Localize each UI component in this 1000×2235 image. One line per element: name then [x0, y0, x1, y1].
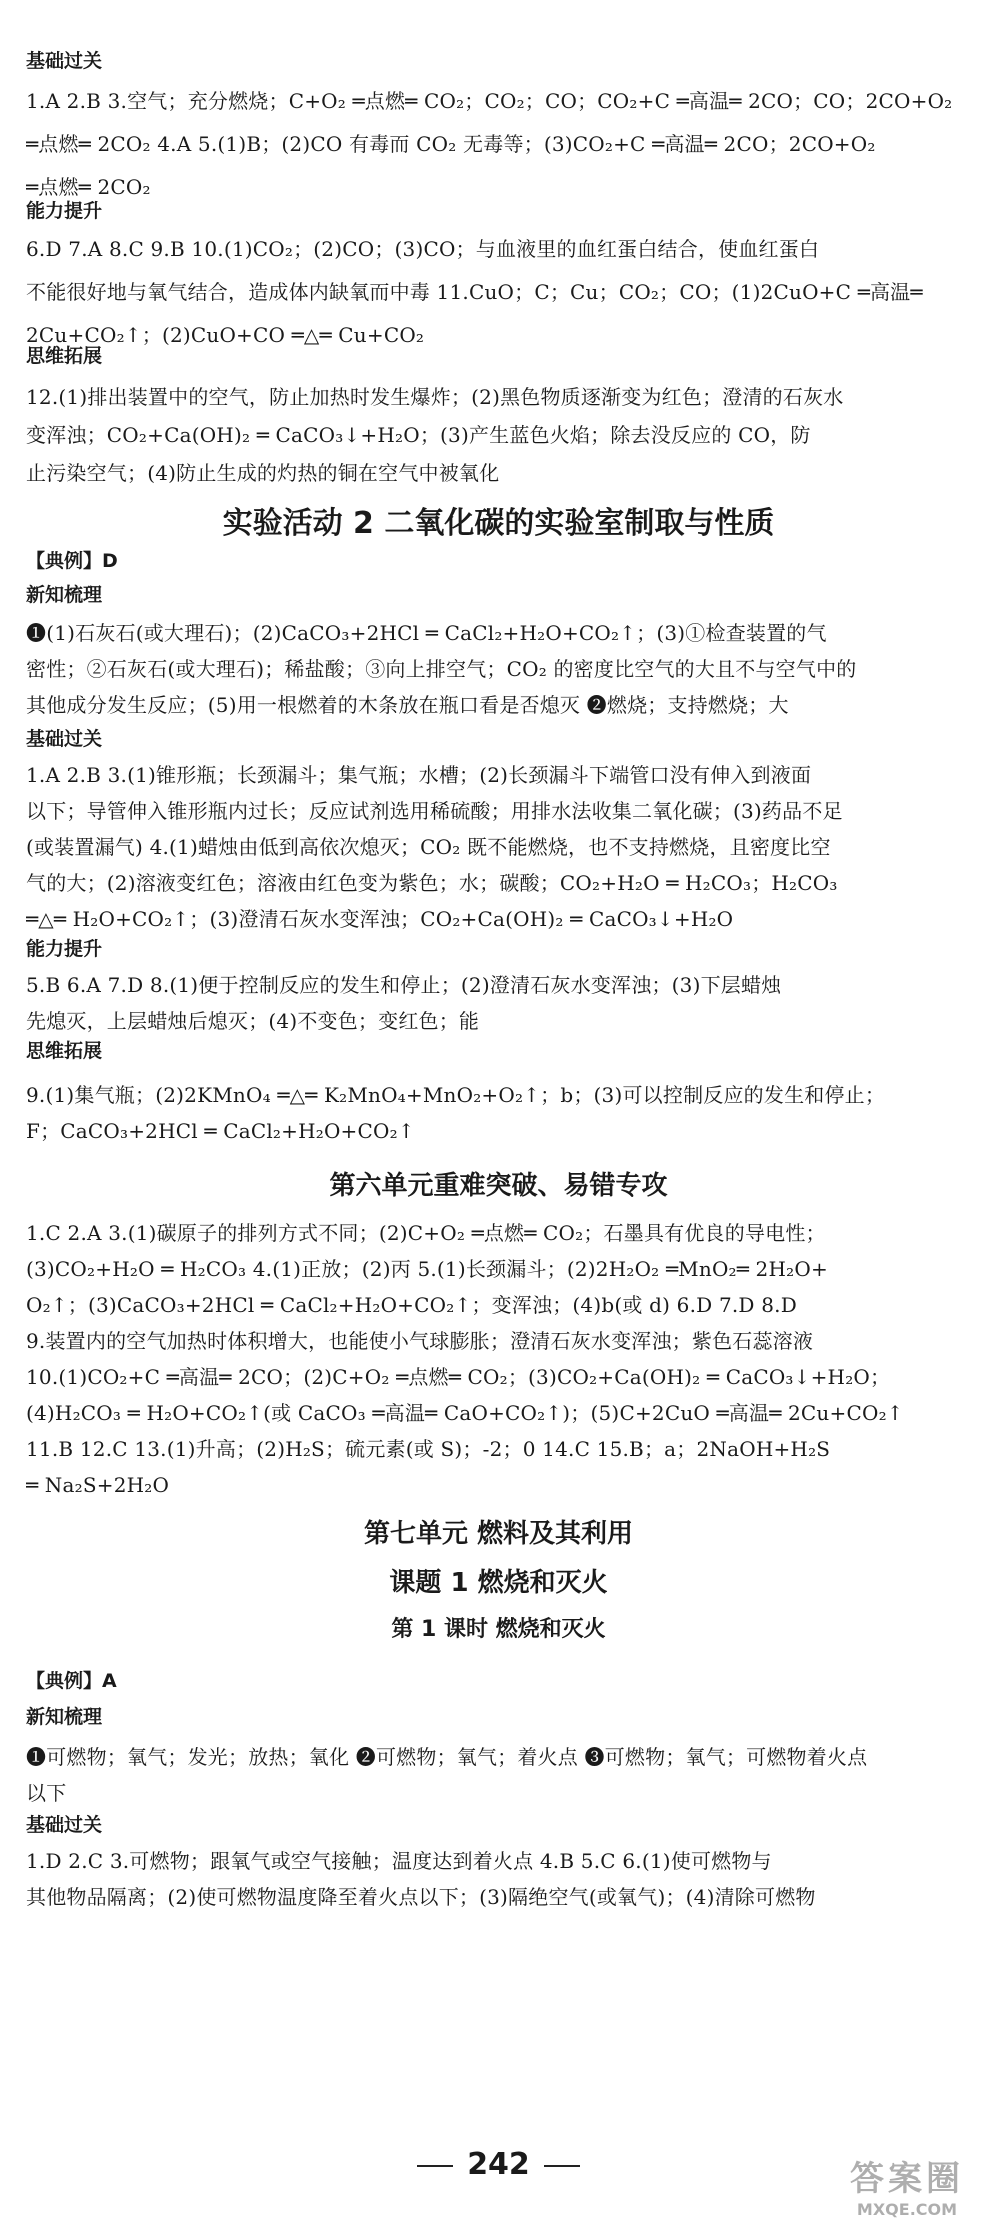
text-line: ❶(1)石灰石(或大理石)；(2)CaCO₃+2HCl ═ CaCl₂+H₂O+CO₂↑；(3)①检查装置的气	[26, 621, 827, 645]
page-number-dash-left	[417, 2165, 453, 2167]
lesson-title: 课题 1 燃烧和灭火	[389, 1568, 608, 1598]
text-line: 以下；导管伸入锥形瓶内过长；反应试剂选用稀硫酸；用排水法收集二氧化碳；(3)药品不足	[26, 799, 843, 823]
text-line: ═点燃═ 2CO₂	[26, 175, 151, 199]
unit6-title: 第六单元重难突破、易错专攻	[329, 1171, 668, 1201]
text-line: 密性；②石灰石(或大理石)；稀盐酸；③向上排空气；CO₂ 的密度比空气的大且不与空气中的	[26, 657, 857, 681]
page-number	[26, 2147, 971, 2182]
text-line: F；CaCO₃+2HCl ═ CaCl₂+H₂O+CO₂↑	[26, 1119, 415, 1143]
unit7-section-new-body	[26, 1742, 971, 1808]
unit7-section-basic	[26, 1812, 971, 1838]
text-line: 先熄灭，上层蜡烛后熄灭；(4)不变色；变红色；能	[26, 1009, 480, 1033]
text-line: 5.B 6.A 7.D 8.(1)便于控制反应的发生和停止；(2)澄清石灰水变浑浊；(3)下层蜡烛	[26, 973, 782, 997]
example-label: 【典例】D	[26, 550, 118, 572]
unit6-body	[26, 1218, 971, 1500]
unit7-example	[26, 1668, 971, 1694]
text-line: 1.A 2.B 3.(1)锥形瓶；长颈漏斗；集气瓶；水槽；(2)长颈漏斗下端管口没有伸入到液面	[26, 763, 812, 787]
activity-section-new-body	[26, 618, 971, 720]
text-line: (4)H₂CO₃ ═ H₂O+CO₂↑(或 CaCO₃ ═高温═ CaO+CO₂↑)；(5)C+2CuO ═高温═ 2Cu+CO₂↑	[26, 1401, 904, 1425]
section-label: 基础过关	[26, 1814, 103, 1836]
activity-section-basic-body	[26, 760, 971, 934]
section-label: 新知梳理	[26, 1706, 103, 1728]
text-line: 其他成分发生反应；(5)用一根燃着的木条放在瓶口看是否熄灭 ❷燃烧；支持燃烧；大	[26, 693, 789, 717]
activity-section-new	[26, 582, 971, 608]
period-title: 第 1 课时 燃烧和灭火	[391, 1617, 606, 1642]
page-number-value: 242	[467, 2147, 530, 2182]
unit7-section-basic-body	[26, 1846, 971, 1912]
text-line: (3)CO₂+H₂O ═ H₂CO₃ 4.(1)正放；(2)丙 5.(1)长颈漏斗；(2)2H₂O₂ ═MnO₂═ 2H₂O+	[26, 1257, 828, 1281]
text-line: 以下	[26, 1781, 67, 1805]
activity-section-ability-body	[26, 970, 971, 1036]
section-ability	[26, 198, 971, 224]
section-basic-body	[26, 86, 971, 202]
text-line: 1.A 2.B 3.空气；充分燃烧；C+O₂ ═点燃═ CO₂；CO₂；CO；CO₂+C ═高温═ 2CO；CO；2CO+O₂	[26, 89, 953, 113]
text-line: 气的大；(2)溶液变红色；溶液由红色变为紫色；水；碳酸；CO₂+H₂O ═ H₂CO₃；H₂CO₃	[26, 871, 838, 895]
watermark-url: MXQE.COM	[856, 2200, 958, 2219]
text-line: 不能很好地与氧气结合，造成体内缺氧而中毒 11.CuO；C；Cu；CO₂；CO；(1)2CuO+C ═高温═	[26, 280, 923, 304]
text-line: 9.装置内的空气加热时体积增大，也能使小气球膨胀；澄清石灰水变浑浊；紫色石蕊溶液	[26, 1329, 814, 1353]
text-line: 6.D 7.A 8.C 9.B 10.(1)CO₂；(2)CO；(3)CO；与血液里的血红蛋白结合，使血红蛋白	[26, 237, 820, 261]
section-label: 能力提升	[26, 200, 103, 222]
text-line: 1.C 2.A 3.(1)碳原子的排列方式不同；(2)C+O₂ ═点燃═ CO₂；石墨具有优良的导电性；	[26, 1221, 826, 1245]
section-label: 思维拓展	[26, 345, 103, 367]
example-label: 【典例】A	[26, 1670, 117, 1692]
text-line: 11.B 12.C 13.(1)升高；(2)H₂S；硫元素(或 S)；-2；0 14.C 15.B；a；2NaOH+H₂S	[26, 1437, 831, 1461]
text-line: 2Cu+CO₂↑；(2)CuO+CO ═△═ Cu+CO₂	[26, 323, 425, 347]
activity-section-basic	[26, 726, 971, 752]
section-basic	[26, 48, 971, 74]
text-line: 12.(1)排出装置中的空气，防止加热时发生爆炸；(2)黑色物质逐渐变为红色；澄清的石灰水	[26, 385, 844, 409]
text-line: 9.(1)集气瓶；(2)2KMnO₄ ═△═ K₂MnO₄+MnO₂+O₂↑；b；(3)可以控制反应的发生和停止；	[26, 1083, 886, 1107]
activity-section-thinking	[26, 1038, 971, 1064]
section-thinking-body	[26, 382, 971, 488]
text-line: ═ Na₂S+2H₂O	[26, 1473, 170, 1497]
text-line: ❶可燃物；氧气；发光；放热；氧化 ❷可燃物；氧气；着火点 ❸可燃物；氧气；可燃物着火点	[26, 1745, 868, 1769]
unit7-section-new	[26, 1704, 971, 1730]
section-thinking	[26, 343, 971, 369]
section-label: 基础过关	[26, 50, 103, 72]
section-label: 新知梳理	[26, 584, 103, 606]
text-line: 止污染空气；(4)防止生成的灼热的铜在空气中被氧化	[26, 461, 500, 485]
text-line: (或装置漏气) 4.(1)蜡烛由低到高依次熄灭；CO₂ 既不能燃烧，也不支持燃烧，且密度比空	[26, 835, 831, 859]
section-label: 思维拓展	[26, 1040, 103, 1062]
text-line: 其他物品隔离；(2)使可燃物温度降至着火点以下；(3)隔绝空气(或氧气)；(4)清除可燃物	[26, 1885, 816, 1909]
section-label: 能力提升	[26, 938, 103, 960]
text-line: ═△═ H₂O+CO₂↑；(3)澄清石灰水变浑浊；CO₂+Ca(OH)₂ ═ CaCO₃↓+H₂O	[26, 907, 734, 931]
activity-title: 实验活动 2 二氧化碳的实验室制取与性质	[222, 506, 775, 541]
text-line: 1.D 2.C 3.可燃物；跟氧气或空气接触；温度达到着火点 4.B 5.C 6.(1)使可燃物与	[26, 1849, 772, 1873]
activity-example	[26, 548, 971, 574]
section-label: 基础过关	[26, 728, 103, 750]
activity-section-thinking-body	[26, 1080, 971, 1146]
text-line: O₂↑；(3)CaCO₃+2HCl ═ CaCl₂+H₂O+CO₂↑；变浑浊；(4)b(或 d) 6.D 7.D 8.D	[26, 1293, 797, 1317]
text-line: 10.(1)CO₂+C ═高温═ 2CO；(2)C+O₂ ═点燃═ CO₂；(3)CO₂+Ca(OH)₂ ═ CaCO₃↓+H₂O；	[26, 1365, 891, 1389]
unit7-title: 第七单元 燃料及其利用	[363, 1519, 634, 1549]
text-line: 变浑浊；CO₂+Ca(OH)₂ ═ CaCO₃↓+H₂O；(3)产生蓝色火焰；除去没反应的 CO，防	[26, 423, 811, 447]
watermark-icon: 答案圈	[850, 2159, 964, 2199]
activity-section-ability	[26, 936, 971, 962]
section-ability-body	[26, 234, 971, 350]
text-line: ═点燃═ 2CO₂ 4.A 5.(1)B；(2)CO 有毒而 CO₂ 无毒等；(3)CO₂+C ═高温═ 2CO；2CO+O₂	[26, 132, 876, 156]
watermark-logo	[832, 2151, 982, 2221]
page-number-dash-right	[544, 2165, 580, 2167]
